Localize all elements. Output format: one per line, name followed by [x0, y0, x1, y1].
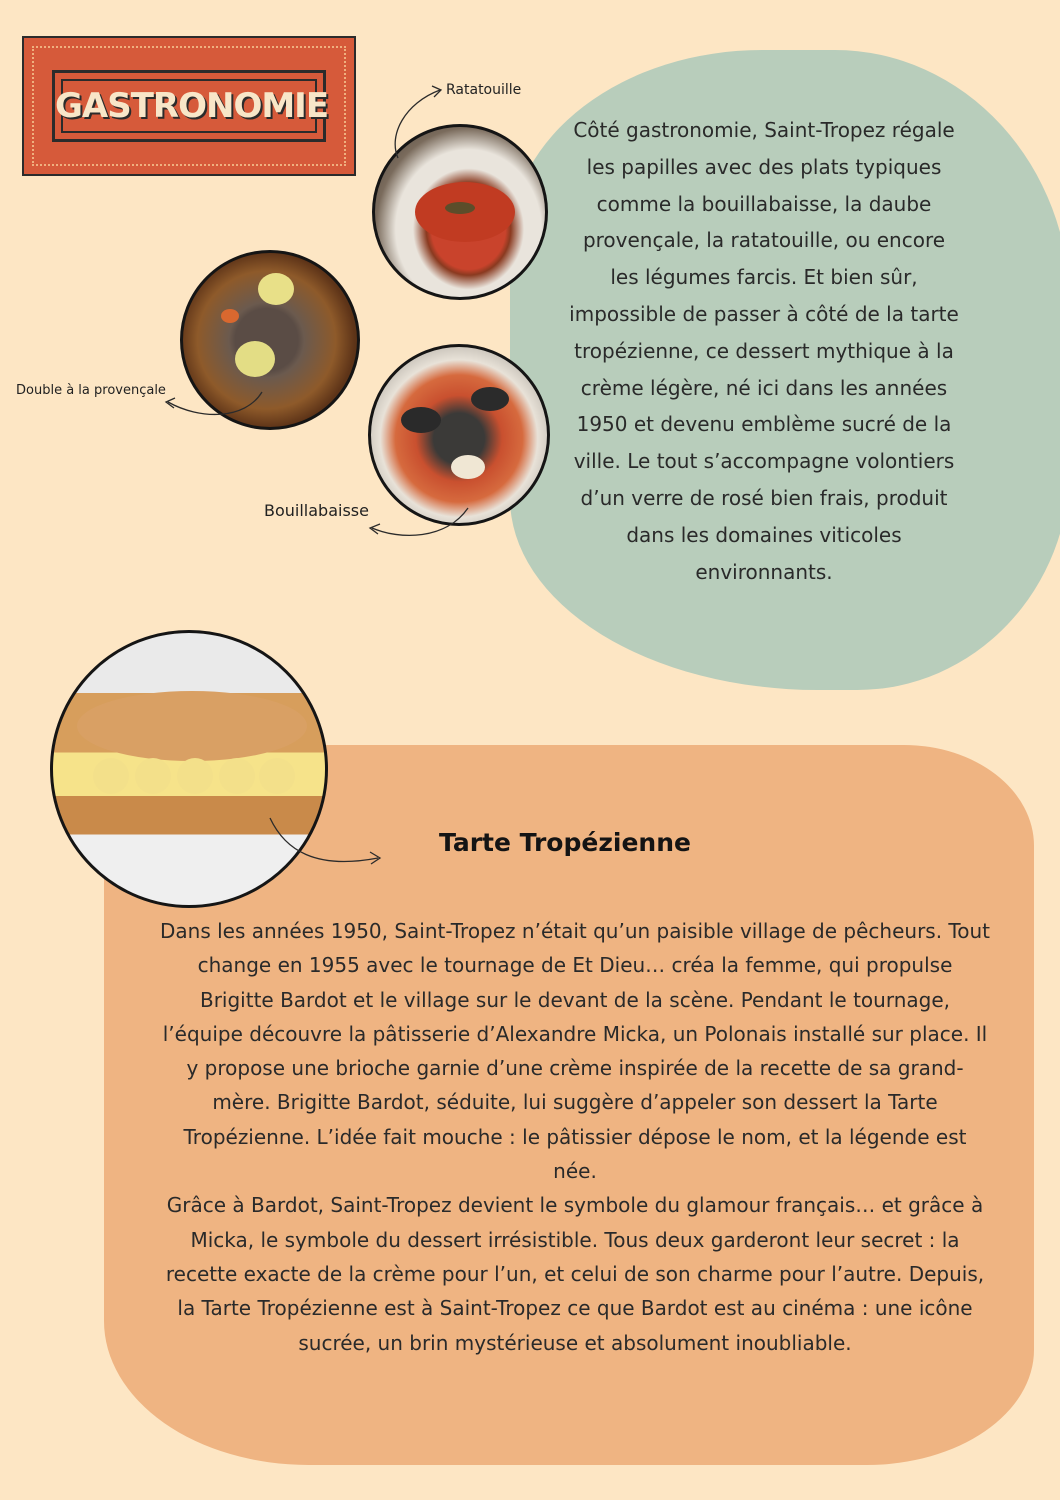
- ratatouille-photo: [372, 124, 548, 300]
- tarte-cream-shape: [93, 758, 129, 794]
- tarte-top-brioche-shape: [77, 691, 307, 761]
- daube-arrowhead: [166, 398, 175, 408]
- bouillabaisse-mussel-shape: [401, 407, 441, 433]
- ratatouille-bay-leaf-shape: [445, 202, 475, 214]
- daube-potato-shape-2: [235, 341, 275, 377]
- tarte-tropezienne-photo: [50, 630, 328, 908]
- tarte-cream-shape-2: [135, 758, 171, 794]
- tarte-cream-shape-5: [259, 758, 295, 794]
- intro-text: Côté gastronomie, Saint-Tropez régale les papilles avec des plats typiques comme la bouillabaisse, la daube provençale, la ratatouille, ou encore les légumes farcis. Et bien sûr, impossible de passer à côté de la tarte tropézienne, ce dessert mythique à la crème légère, né ici dans les années 1950 et devenu emblème sucré de la ville. Le tout s’accompagne volontiers d’un verre de rosé bien frais, produit dans les domaines viticoles environnants.: [569, 118, 959, 584]
- daube-photo: [180, 250, 360, 430]
- daube-label: Double à la provençale: [16, 383, 166, 398]
- tarte-story-paragraph-2: Grâce à Bardot, Saint-Tropez devient le symbole du glamour français… et grâce à Micka, le symbole du dessert irrésistible. Tous deux garderont leur secret : la recette exacte de la crème pour l’un, et celui de son charme pour l’autre. Depuis, la Tarte Tropézienne est à Saint-Tropez ce que Bardot est au cinéma : une icône sucrée, un brin mystérieuse et absolument inoubliable.: [165, 1193, 985, 1355]
- gastronomie-logo: [22, 36, 356, 176]
- bouillabaisse-arrowhead: [370, 524, 380, 534]
- bouillabaisse-photo: [368, 344, 550, 526]
- tarte-cream-shape-3: [177, 758, 213, 794]
- ratatouille-arrowhead: [432, 86, 441, 97]
- daube-potato-shape: [258, 273, 294, 305]
- ratatouille-label: Ratatouille: [446, 82, 522, 98]
- bouillabaisse-label: Bouillabaisse: [264, 501, 369, 520]
- tarte-title: Tarte Tropézienne: [439, 828, 691, 857]
- bouillabaisse-mussel-shape-2: [471, 387, 509, 411]
- tarte-story: [160, 914, 990, 1360]
- daube-carrot-shape: [221, 309, 239, 323]
- tarte-cream-shape-4: [219, 758, 255, 794]
- logo-inner-frame: [52, 70, 329, 142]
- tarte-story-paragraph-1: Dans les années 1950, Saint-Tropez n’était qu’un paisible village de pêcheurs. Tout change en 1955 avec le tournage de Et Dieu… créa la femme, qui propulse Brigitte Bardot et le village sur le devant de la scène. Pendant le tournage, l’équipe découvre la pâtisserie d’Alexandre Micka, un Polonais installé sur place. Il y propose une brioche garnie d’une crème inspirée de la recette de sa grand-mère. Brigitte Bardot, séduite, lui suggère d’appeler son dessert la Tarte Tropézienne. L’idée fait mouche : le pâtissier dépose le nom, et la légende est née.: [160, 919, 990, 1184]
- logo-text: GASTRONOMIE: [55, 86, 329, 126]
- bouillabaisse-fish-shape: [451, 455, 485, 479]
